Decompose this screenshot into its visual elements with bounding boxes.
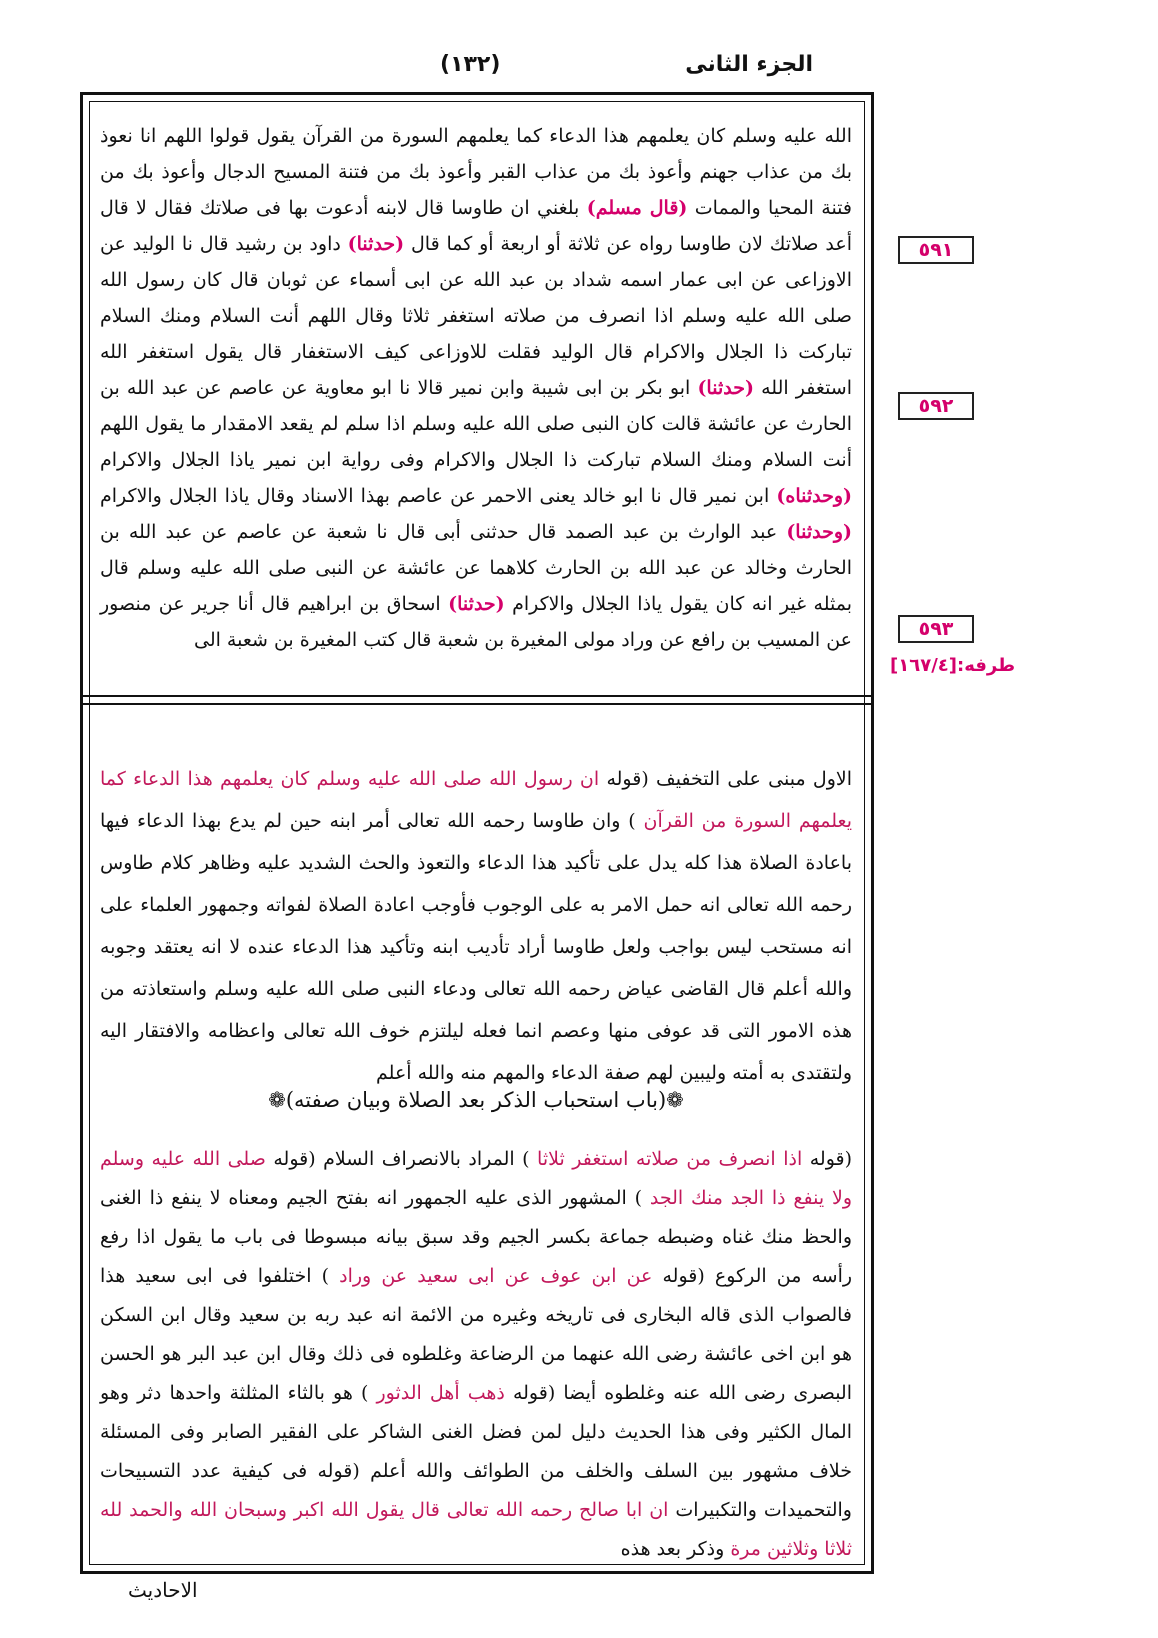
hadith-number-591: ٥٩١ xyxy=(898,236,974,264)
catchword: الاحاديث xyxy=(128,1578,198,1602)
commentary-lemma: ذهب أهل الدثور xyxy=(376,1382,505,1404)
hadith-text: داود بن رشيد قال نا الوليد عن الاوزاعى عن ابى عمار اسمه شداد بن عبد الله عن ابى أسماء عن ثوبان قال كان رسول الله صلى الله عليه وسلم اذا انصرف من صلاته استغفر ثلاثا وقال اللهم أنت السلام ومنك السلام تباركت ذا الجلال والاكرام قال الوليد فقلت للاوزاعى كيف الاستغفار قال يقول استغفر الله استغفر الله xyxy=(100,233,852,399)
section-divider-top xyxy=(80,695,874,697)
narration-keyword: (حدثنا) xyxy=(448,593,505,615)
hadith-number-593: ٥٩٣ xyxy=(898,615,974,643)
narration-keyword: (وحدثنا) xyxy=(786,521,852,543)
hadith-text: ابو بكر بن ابى شيبة وابن نمير قالا نا ابو معاوية عن عاصم عن عبد الله بن الحارث عن عائشة قالت كان النبى صلى الله عليه وسلم اذا سلم لم يقعد الامقدار ما يقول اللهم أنت السلام ومنك السلام تباركت ذا الجلال والاكرام وفى رواية ابن نمير ياذا الجلال والاكرام xyxy=(100,377,852,471)
narration-keyword: (حدثنا) xyxy=(347,233,405,255)
cross-reference: طرفه:[١٦٧/٤] xyxy=(890,655,1016,676)
narration-keyword: (وحدثناه) xyxy=(776,485,853,507)
commentary-text: الاول مبنى على التخفيف (قوله xyxy=(606,768,853,790)
commentary-text: ) هو بالثاء المثلثة واحدها دثر وهو المال الكثير وفى هذا الحديث دليل لمن فضل الغنى الشاكر على الفقير الصابر وفى المسئلة خلاف مشهور بين السلف والخلف من الطوائف والله أعلم (قوله فى كيفية عدد التسبيحات والتحميدات والتكبيرات xyxy=(100,1382,852,1521)
section-divider-bottom xyxy=(80,703,874,705)
chapter-title: ❁(باب استحباب الذكر بعد الصلاة وبيان صفته)❁ xyxy=(268,1088,684,1112)
commentary-text: ) اختلفوا فى ابى سعيد هذا فالصواب الذى قاله البخارى فى تاريخه وغيره من الائمة انه عبد ربه بن سعيد وقال ابن السكن هو ابن اخى عائشة رضى الله عنهما من الرضاعة وغلطوه فى ذلك وقال ابن عبد البر هو الحسن البصرى رضى الله عنه وغلطوه أيضا (قوله xyxy=(100,1265,852,1404)
part-title: الجزء الثانى xyxy=(685,52,813,77)
hadith-text: ابن نمير قال نا ابو خالد يعنى الاحمر عن عاصم بهذا الاسناد وقال ياذا الجلال والاكرام xyxy=(100,485,770,507)
commentary-text: (قوله xyxy=(809,1148,853,1170)
commentary-lemma: ان رسول الله صلى الله عليه وسلم كان يعلمهم هذا الدعاء كما يعلمهم السورة من القرآن xyxy=(100,768,853,832)
commentary-lemma: اذا انصرف من صلاته استغفر ثلاثا xyxy=(537,1148,803,1170)
hadith-text-block xyxy=(100,118,852,658)
hadith-text: اسحاق بن ابراهيم قال أنا جرير عن منصور عن المسيب بن رافع عن وراد مولى المغيرة بن شعبة قال كتب المغيرة بن شعبة الى xyxy=(100,593,852,651)
commentary-text: ) المشهور الذى عليه الجمهور انه بفتح الجيم ومعناه لا ينفع ذا الغنى والحظ منك غناه وضبطه جماعة بكسر الجيم وقد سبق بيانه مبسوطا فى باب ما يقول اذا رفع رأسه من الركوع (قوله xyxy=(100,1187,853,1287)
commentary-lemma: ان ابا صالح رحمه الله تعالى قال يقول الله اكبر وسبحان الله والحمد لله ثلاثا وثلاثين مرة xyxy=(100,1499,852,1560)
hadith-text: بلغني ان طاوسا قال لابنه أدعوت بها فى صلاتك فقال لا قال أعد صلاتك لان طاوسا رواه عن ثلاثة أو اربعة أو كما قال xyxy=(100,197,852,255)
hadith-text: عبد الوارث بن عبد الصمد قال حدثنى أبى قال نا شعبة عن عاصم عن عبد الله بن الحارث وخالد عن عبد الله بن الحارث كلاهما عن عائشة عن النبى صلى الله عليه وسلم قال بمثله غير انه كان يقول ياذا الجلال والاكرام xyxy=(100,521,852,615)
commentary-text: ) وان طاوسا رحمه الله تعالى أمر ابنه حين لم يدع بهذا الدعاء فيها باعادة الصلاة هذا كله يدل على تأكيد هذا الدعاء والتعوذ والحث الشديد عليه وظاهر كلام طاوس رحمه الله تعالى انه حمل الامر به على الوجوب فأوجب اعادة الصلاة لفواته وجمهور العلماء على انه مستحب ليس بواجب ولعل طاوسا أراد تأديب ابنه وتأكيد هذا الدعاء عنده لا انه يعتقد وجوبه والله أعلم قال القاضى عياض رحمه الله تعالى ودعاء النبى صلى الله عليه وسلم واستعاذته من هذه الامور التى قد عوفى منها وعصم انما فعله ليلتزم خوف الله تعالى واعظامه والافتقار اليه ولتقتدى به أمته وليبين لهم صفة الدعاء والمهم منه والله أعلم xyxy=(100,810,852,1084)
narration-keyword: (حدثنا) xyxy=(697,377,754,399)
hadith-number-592: ٥٩٢ xyxy=(898,392,974,420)
commentary-text: ) المراد بالانصراف السلام (قوله xyxy=(273,1148,530,1170)
commentary-lemma: صلى الله عليه وسلم ولا ينفع ذا الجد منك الجد xyxy=(100,1148,852,1209)
page-number: (١٣٢) xyxy=(440,52,501,77)
commentary-text: وذكر بعد هذه xyxy=(620,1538,725,1560)
commentary-block xyxy=(100,758,852,1094)
hadith-text: الله عليه وسلم كان يعلمهم هذا الدعاء كما يعلمهم السورة من القرآن يقول قولوا اللهم انا نعوذ بك من عذاب جهنم وأعوذ بك من عذاب القبر وأعوذ بك من فتنة المسيح الدجال وأعوذ بك من فتنة المحيا والممات xyxy=(100,125,852,219)
commentary-block-2 xyxy=(100,1140,852,1569)
commentary-lemma: عن ابن عوف عن ابى سعيد عن وراد xyxy=(339,1265,653,1287)
narration-keyword: (قال مسلم) xyxy=(586,197,688,219)
